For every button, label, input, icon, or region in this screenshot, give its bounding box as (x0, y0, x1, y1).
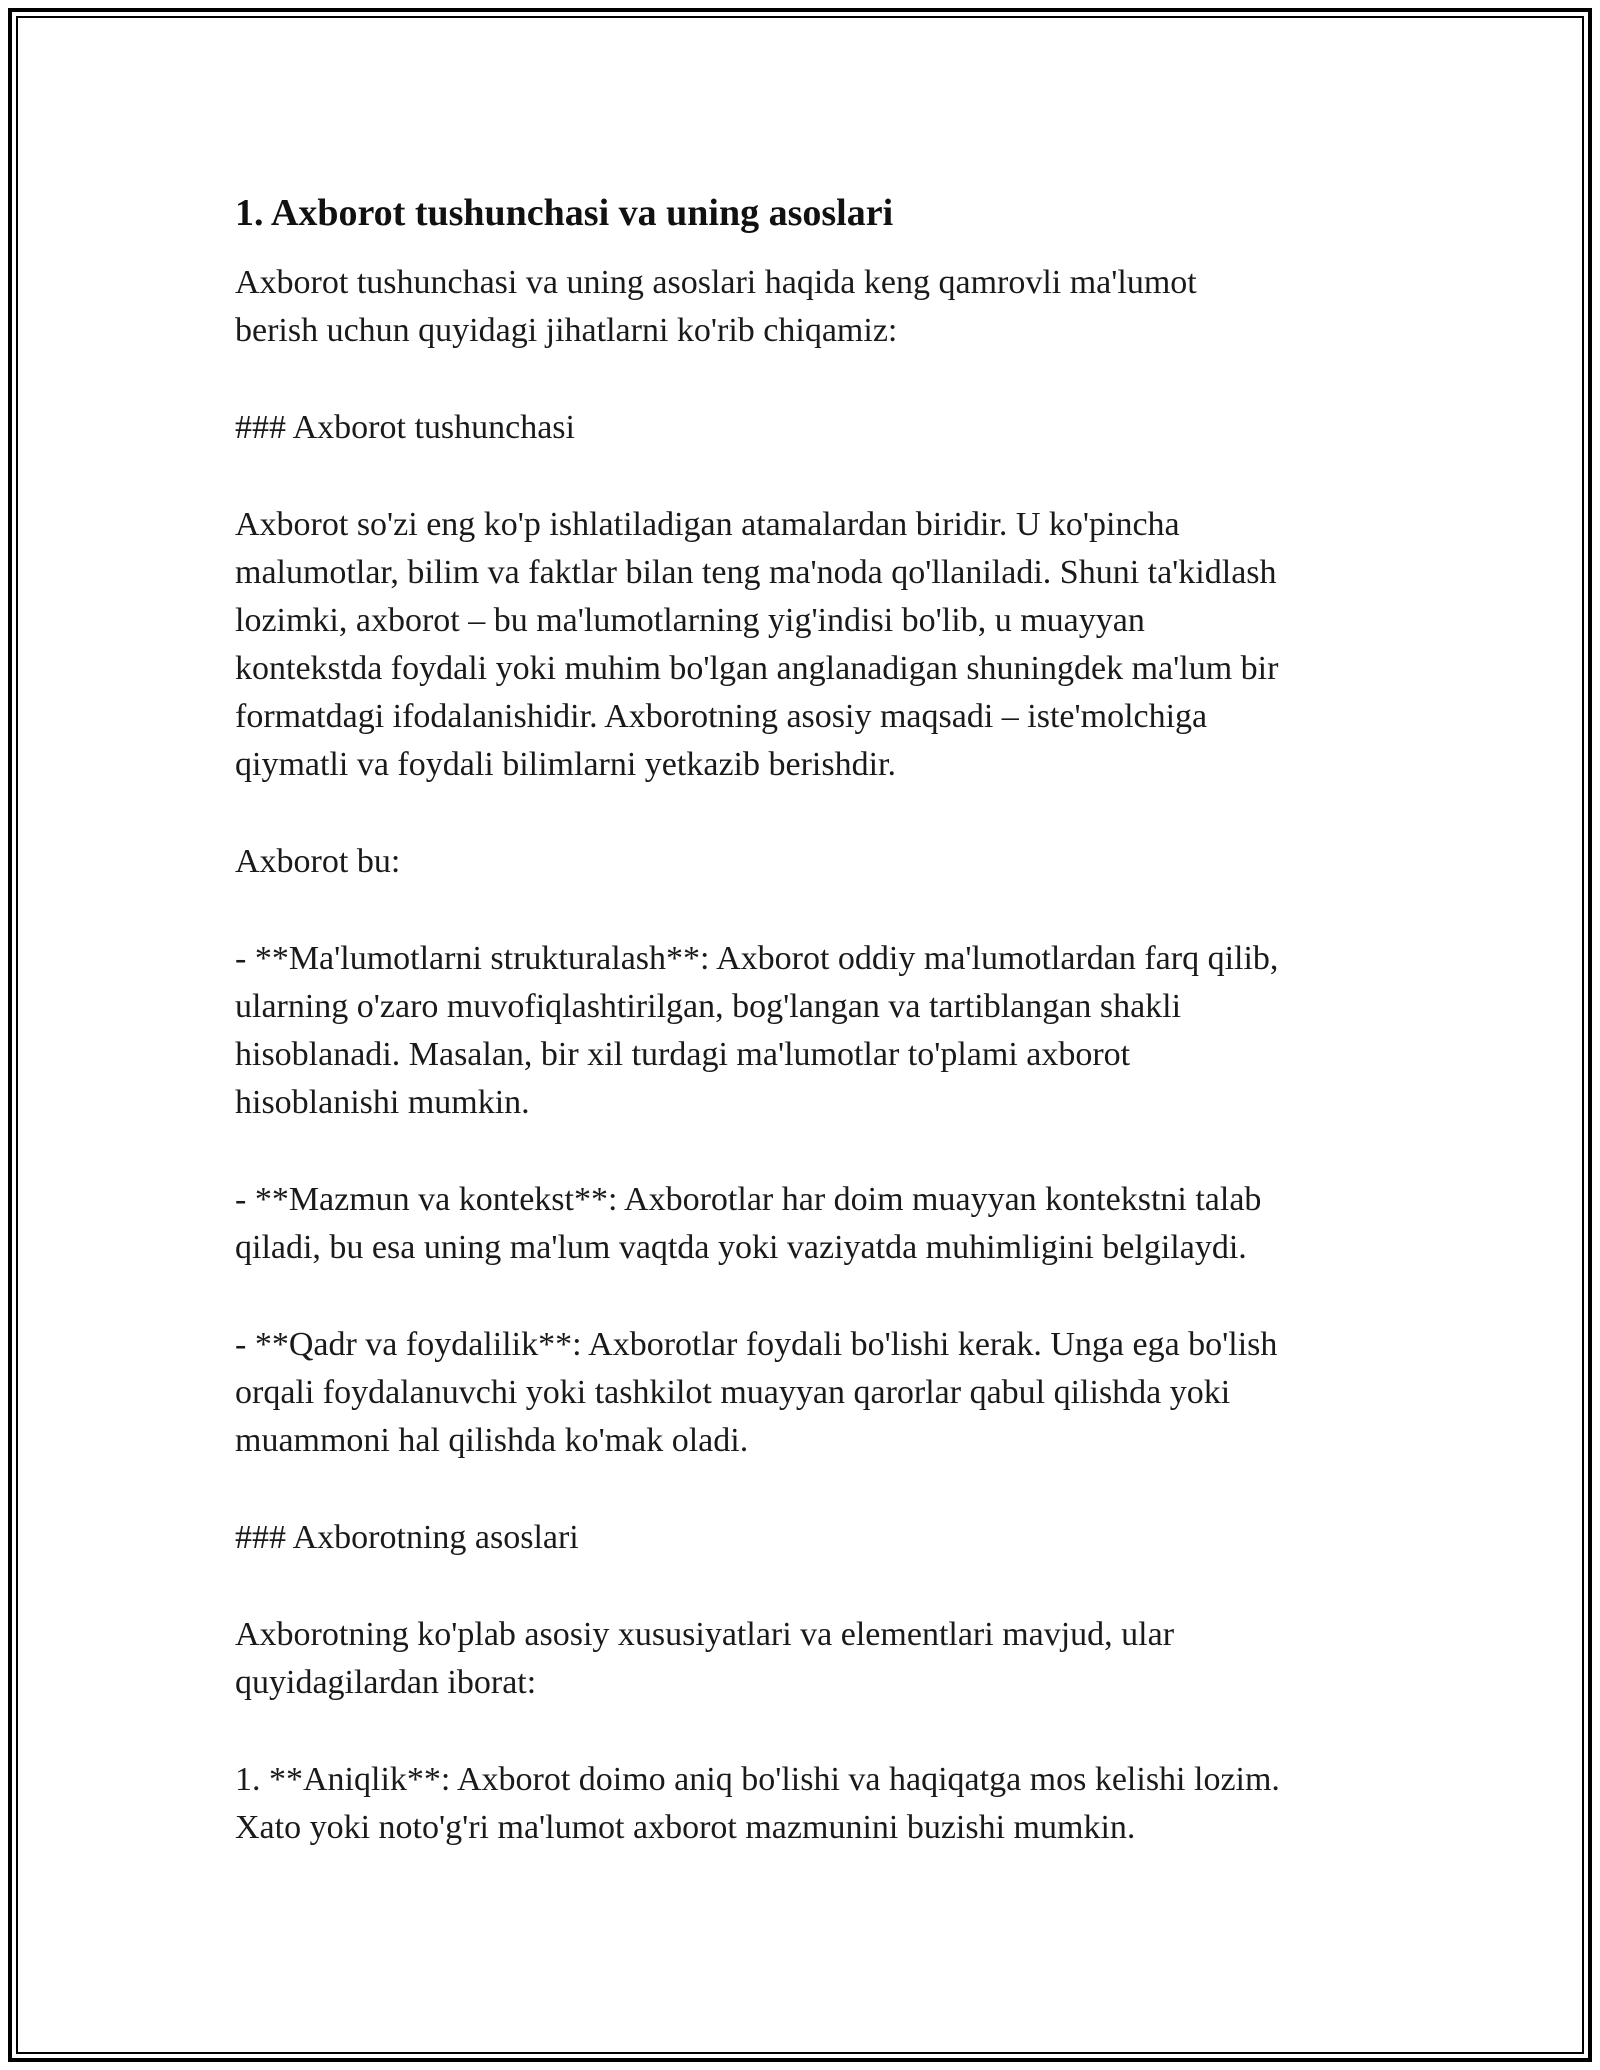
definition-paragraph: Axborot so'zi eng ko'p ishlatiladigan atamalardan biridir. U ko'pincha malumotlar, bilim va faktlar bilan teng ma'noda qo'llaniladi. Shuni ta'kidlash lozimki, axborot – bu ma'lumotlarning yig'indisi bo'lib, u muayyan kontekstda foydali yoki muhim bo'lgan anglanadigan shuningdek ma'lum bir formatdagi ifodalanishidir. Axborotning asosiy maqsadi – iste'molchiga qiymatli va foydali bilimlarni yetkazib berishdir. (235, 506, 1279, 783)
document-body (235, 187, 1385, 1901)
section-heading-axborot-asoslari: ### Axborotning asoslari (235, 1519, 579, 1556)
intro-paragraph: Axborot tushunchasi va uning asoslari haqida keng qamrovli ma'lumot berish uchun quyidagi jihatlarni ko'rib chiqamiz: (235, 264, 1197, 349)
section-heading-axborot-tushunchasi: ### Axborot tushunchasi (235, 409, 575, 446)
asoslar-intro: Axborotning ko'plab asosiy xususiyatlari va elementlari mavjud, ular quyidagilardan iborat: (235, 1616, 1175, 1701)
list-item-qadr: - **Qadr va foydalilik**: Axborotlar foydali bo'lishi kerak. Unga ega bo'lish orqali foydalanuvchi yoki tashkilot muayyan qarorlar qabul qilishda yoki muammoni hal qilishda ko'mak oladi. (235, 1326, 1278, 1459)
list-intro: Axborot bu: (235, 843, 401, 880)
numbered-item-aniqlik: 1. **Aniqlik**: Axborot doimo aniq bo'lishi va haqiqatga mos kelishi lozim. Xato yoki noto'g'ri ma'lumot axborot mazmunini buzishi mumkin. (235, 1761, 1280, 1846)
list-item-strukturalash: - **Ma'lumotlarni strukturalash**: Axborot oddiy ma'lumotlardan farq qilib, ularning o'zaro muvofiqlashtirilgan, bog'langan va tartiblangan shakli hisoblanadi. Masalan, bir xil turdagi ma'lumotlar to'plami axborot hisoblanishi mumkin. (235, 940, 1279, 1121)
list-item-mazmun: - **Mazmun va kontekst**: Axborotlar har doim muayyan kontekstni talab qiladi, bu esa uning ma'lum vaqtda yoki vaziyatda muhimligini belgilaydi. (235, 1181, 1262, 1266)
document-title: 1. Axborot tushunchasi va uning asoslari (235, 192, 894, 234)
